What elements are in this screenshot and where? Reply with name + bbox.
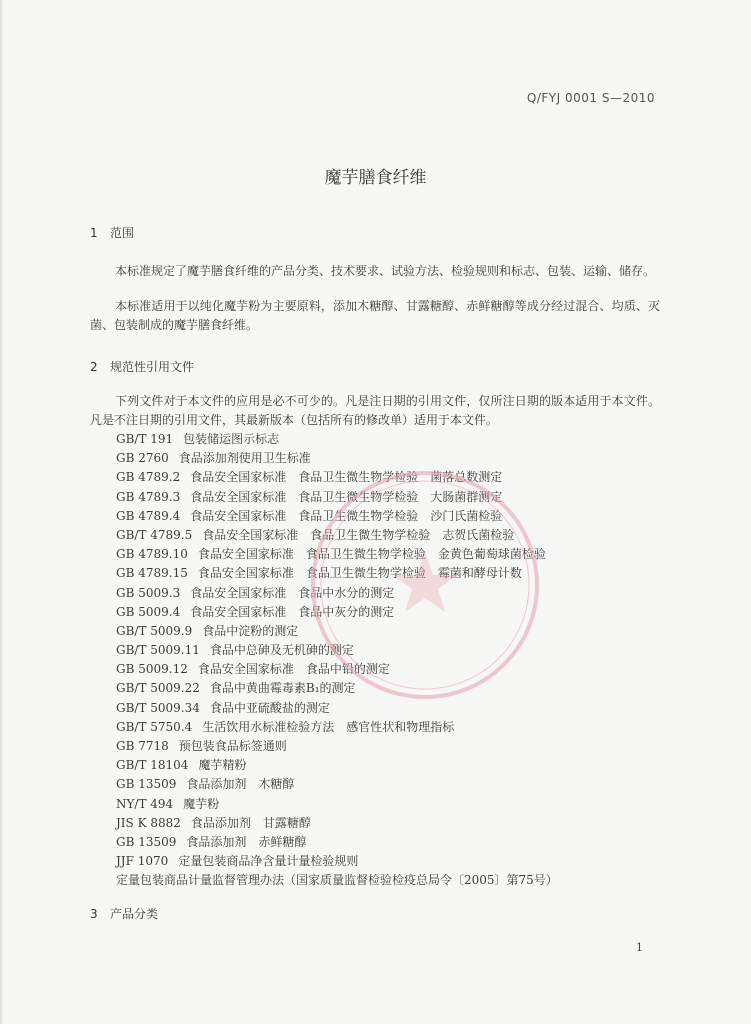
- reference-code: GB/T 5009.11: [116, 643, 200, 658]
- reference-title: 食品中总砷及无机砷的测定: [209, 643, 354, 658]
- reference-code: GB/T 5009.22: [116, 681, 200, 696]
- reference-item: [116, 737, 656, 756]
- reference-title: 食品中黄曲霉毒素B₁的测定: [209, 681, 356, 696]
- section-heading-scope: [90, 224, 134, 241]
- seal-star-icon: [393, 552, 457, 612]
- document-title: 魔芋膳食纤维: [324, 168, 427, 188]
- reference-code: GB 4789.15: [116, 566, 188, 581]
- reference-title: 食品中亚硫酸盐的测定: [209, 700, 330, 715]
- reference-title: 魔芋粉: [183, 796, 220, 811]
- reference-item: [116, 430, 656, 449]
- scan-edge-shadow: [0, 0, 3, 1024]
- reference-title: 包装储运图示标志: [183, 432, 280, 446]
- reference-item: [116, 756, 656, 775]
- reference-code: GB/T 5009.9: [116, 623, 193, 638]
- section-heading-product-classification: [90, 905, 158, 922]
- reference-code: GB 13509: [116, 777, 177, 792]
- section-title: 产品分类: [110, 907, 159, 921]
- reference-title: 食品添加剂 甘露糖醇: [190, 815, 311, 830]
- page-number: 1: [636, 941, 643, 954]
- reference-title: 食品中淀粉的测定: [202, 623, 299, 638]
- reference-title: 食品安全国家标准 食品卫生微生物学检验 志贺氏菌检验: [202, 527, 515, 542]
- reference-code: JIS K 8882: [116, 815, 181, 830]
- reference-title: 食品安全国家标准 食品卫生微生物学检验 沙门氏菌检验: [190, 508, 503, 523]
- reference-title: 魔芋精粉: [198, 758, 247, 773]
- reference-code: GB 4789.3: [116, 489, 181, 504]
- standard-number: Q/FYJ 0001 S—2010: [526, 91, 655, 105]
- paragraph: 本标准规定了魔芋膳食纤维的产品分类、技术要求、试验方法、检验规则和标志、包装、运输、储存。: [115, 264, 656, 278]
- reference-code: GB 5009.4: [116, 604, 181, 619]
- reference-item: [116, 871, 656, 890]
- section-number: 3: [90, 907, 98, 921]
- reference-code: GB 13509: [116, 834, 177, 849]
- paragraph: 下列文件对于本文件的应用是必不可少的。凡是注日期的引用文件，仅所注日期的版本适用于本文件。凡是不注日期的引用文件，其最新版本（包括所有的修改单）适用于本文件。: [90, 394, 660, 427]
- section-heading-normative-references: [90, 358, 194, 375]
- reference-code: NY/T 494: [116, 796, 174, 811]
- reference-code: GB 4789.4: [116, 508, 181, 523]
- section-title: 规范性引用文件: [110, 360, 195, 374]
- reference-title: 食品安全国家标准 食品卫生微生物学检验 金黄色葡萄球菌检验: [197, 547, 546, 562]
- reference-title: 食品添加剂使用卫生标准: [178, 451, 311, 466]
- reference-code: GB/T 191: [116, 432, 174, 446]
- reference-item: [116, 718, 656, 737]
- reference-code: GB 5009.12: [116, 662, 188, 677]
- reference-code: GB 7718: [116, 739, 169, 753]
- reference-item: [116, 795, 656, 814]
- section-number: 2: [90, 360, 98, 374]
- reference-code: GB 2760: [116, 451, 169, 466]
- reference-code: GB 4789.10: [116, 547, 188, 562]
- reference-title: 定量包装商品计量监督管理办法（国家质量监督检验检疫总局令〔2005〕第75号）: [116, 873, 558, 888]
- section-title: 范围: [110, 226, 135, 240]
- reference-title: 定量包装商品净含量计量检验规则: [178, 854, 359, 869]
- reference-code: GB 4789.2: [116, 470, 181, 485]
- reference-title: 食品添加剂 赤鲜糖醇: [186, 834, 307, 849]
- reference-code: JJF 1070: [116, 854, 169, 869]
- reference-title: 食品安全国家标准 食品中灰分的测定: [190, 604, 395, 619]
- reference-code: GB 5009.3: [116, 585, 181, 600]
- reference-item: [116, 775, 656, 794]
- reference-code: GB/T 4789.5: [116, 527, 193, 542]
- paragraph: 本标准适用于以纯化魔芋粉为主要原料，添加木糖醇、甘露糖醇、赤鲜糖醇等成分经过混合、均质、灭菌、包装制成的魔芋膳食纤维。: [90, 299, 660, 332]
- reference-title: 食品安全国家标准 食品卫生微生物学检验 菌落总数测定: [190, 470, 503, 485]
- reference-title: 食品安全国家标准 食品中水分的测定: [190, 585, 395, 600]
- reference-title: 食品安全国家标准 食品卫生微生物学检验 霉菌和酵母计数: [197, 566, 522, 581]
- reference-title: 食品添加剂 木糖醇: [186, 777, 295, 792]
- reference-title: 预包装食品标签通则: [178, 739, 287, 753]
- reference-title: 食品安全国家标准 食品中铅的测定: [197, 662, 390, 677]
- reference-code: GB/T 18104: [116, 758, 189, 773]
- seal-stamp: [300, 460, 550, 710]
- reference-item: [116, 833, 656, 852]
- reference-title: 食品安全国家标准 食品卫生微生物学检验 大肠菌群测定: [190, 489, 503, 504]
- reference-title: 生活饮用水标准检验方法 感官性状和物理指标: [202, 719, 455, 734]
- reference-item: [116, 852, 656, 871]
- section-number: 1: [90, 226, 98, 240]
- reference-item: [116, 814, 656, 833]
- reference-code: GB/T 5009.34: [116, 700, 200, 715]
- reference-code: GB/T 5750.4: [116, 719, 193, 734]
